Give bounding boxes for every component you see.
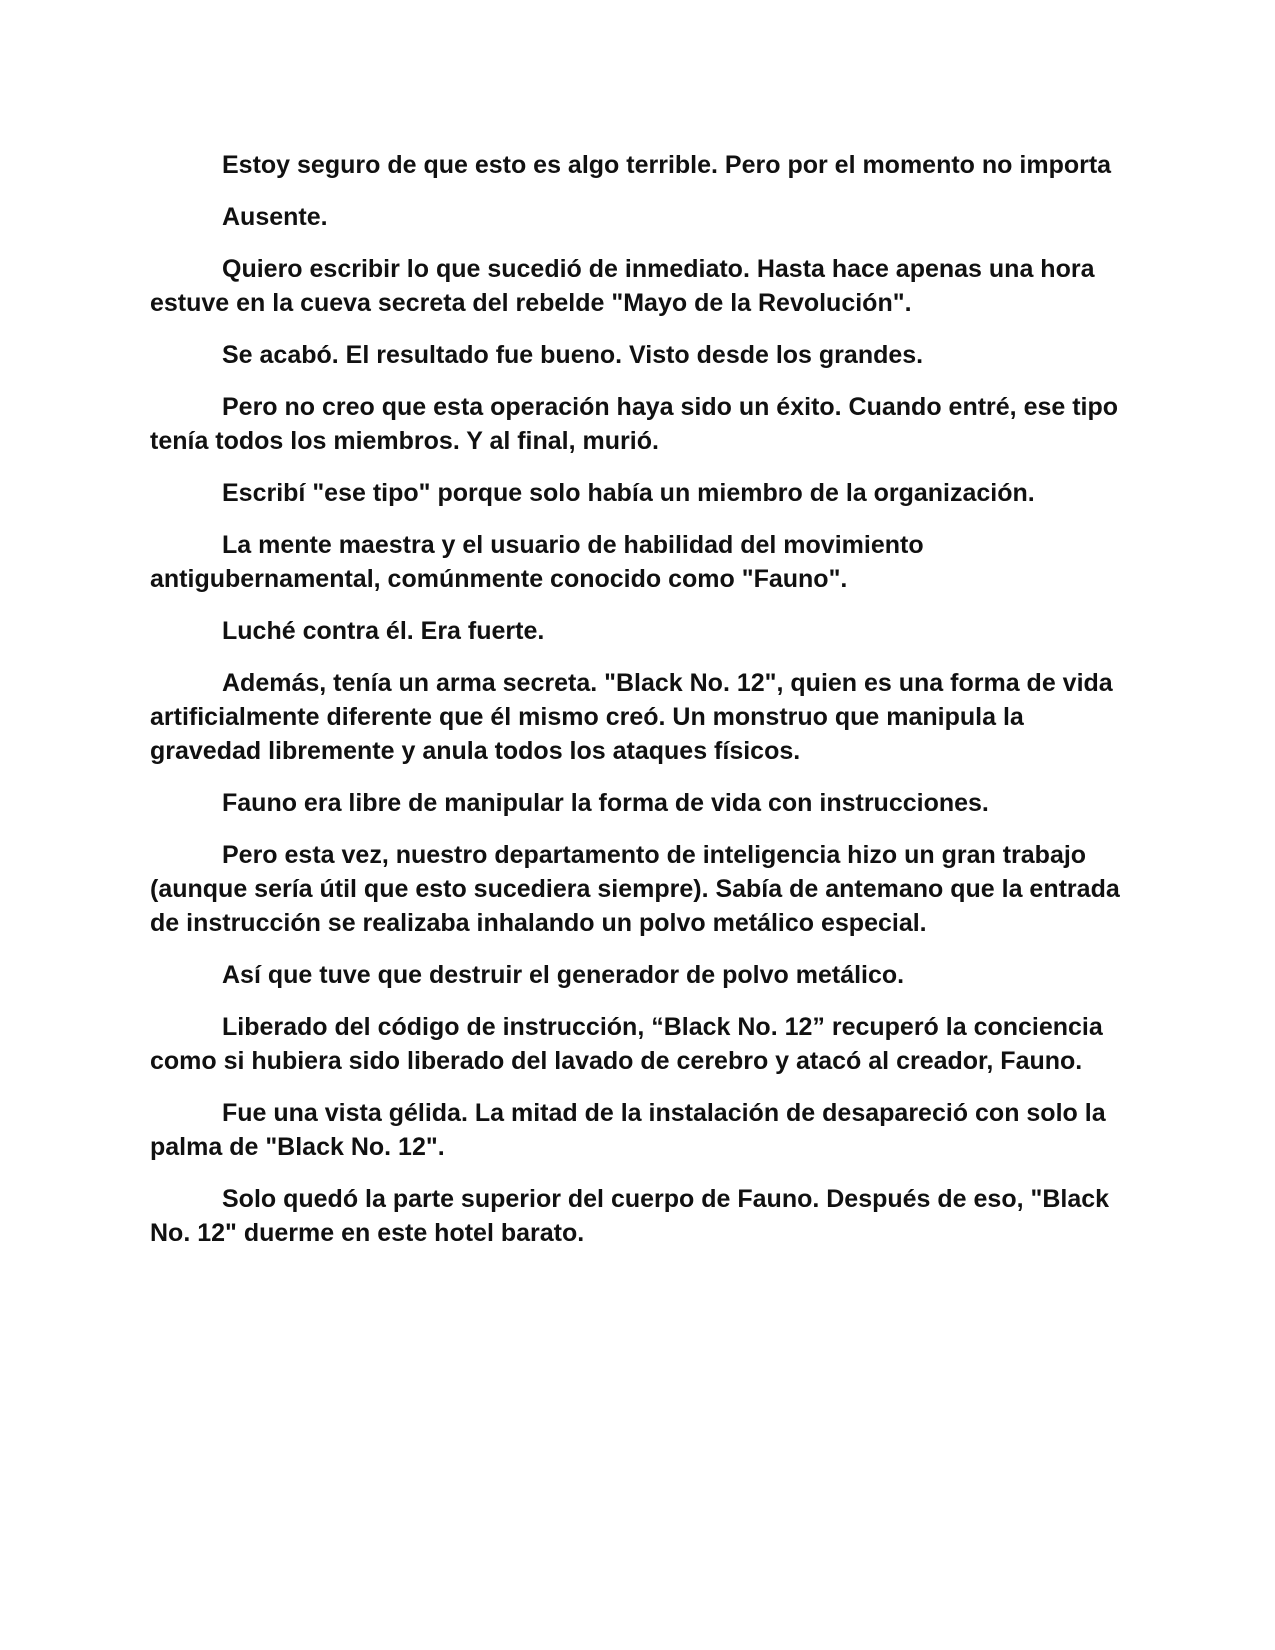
paragraph-11: Pero esta vez, nuestro departamento de inteligencia hizo un gran trabajo (aunque sería útil que esto sucediera siempre). Sabía de antemano que la entrada de instrucción se realizaba inhalando un polvo metálico especial. (150, 841, 1120, 937)
paragraph-4: Se acabó. El resultado fue bueno. Visto desde los grandes. (222, 341, 924, 369)
paragraph-9: Además, tenía un arma secreta. "Black No. 12", quien es una forma de vida artificialmente diferente que él mismo creó. Un monstruo que manipula la gravedad libremente y anula todos los ataques físicos. (150, 669, 1113, 765)
paragraph-6: Escribí "ese tipo" porque solo había un miembro de la organización. (222, 479, 1035, 507)
paragraph-15: Solo quedó la parte superior del cuerpo de Fauno. Después de eso, "Black No. 12" duerme en este hotel barato. (150, 1185, 1110, 1247)
paragraph-10: Fauno era libre de manipular la forma de vida con instrucciones. (222, 789, 989, 817)
paragraph-1: Estoy seguro de que esto es algo terrible. Pero por el momento no importa (222, 151, 1112, 179)
paragraph-2: Ausente. (222, 203, 328, 231)
paragraph-14: Fue una vista gélida. La mitad de la instalación de desapareció con solo la palma de "Black No. 12". (150, 1099, 1106, 1161)
paragraph-8: Luché contra él. Era fuerte. (222, 617, 545, 645)
paragraph-12: Así que tuve que destruir el generador de polvo metálico. (222, 961, 905, 989)
paragraph-3: Quiero escribir lo que sucedió de inmediato. Hasta hace apenas una hora estuve en la cueva secreta del rebelde "Mayo de la Revolución". (150, 255, 1095, 317)
paragraph-13: Liberado del código de instrucción, “Black No. 12” recuperó la conciencia como si hubiera sido liberado del lavado de cerebro y atacó al creador, Fauno. (150, 1013, 1103, 1075)
paragraph-5: Pero no creo que esta operación haya sido un éxito. Cuando entré, ese tipo tenía todos los miembros. Y al final, murió. (150, 393, 1119, 455)
document-page (150, 148, 1130, 1268)
paragraph-7: La mente maestra y el usuario de habilidad del movimiento antigubernamental, comúnmente conocido como "Fauno". (150, 531, 924, 593)
